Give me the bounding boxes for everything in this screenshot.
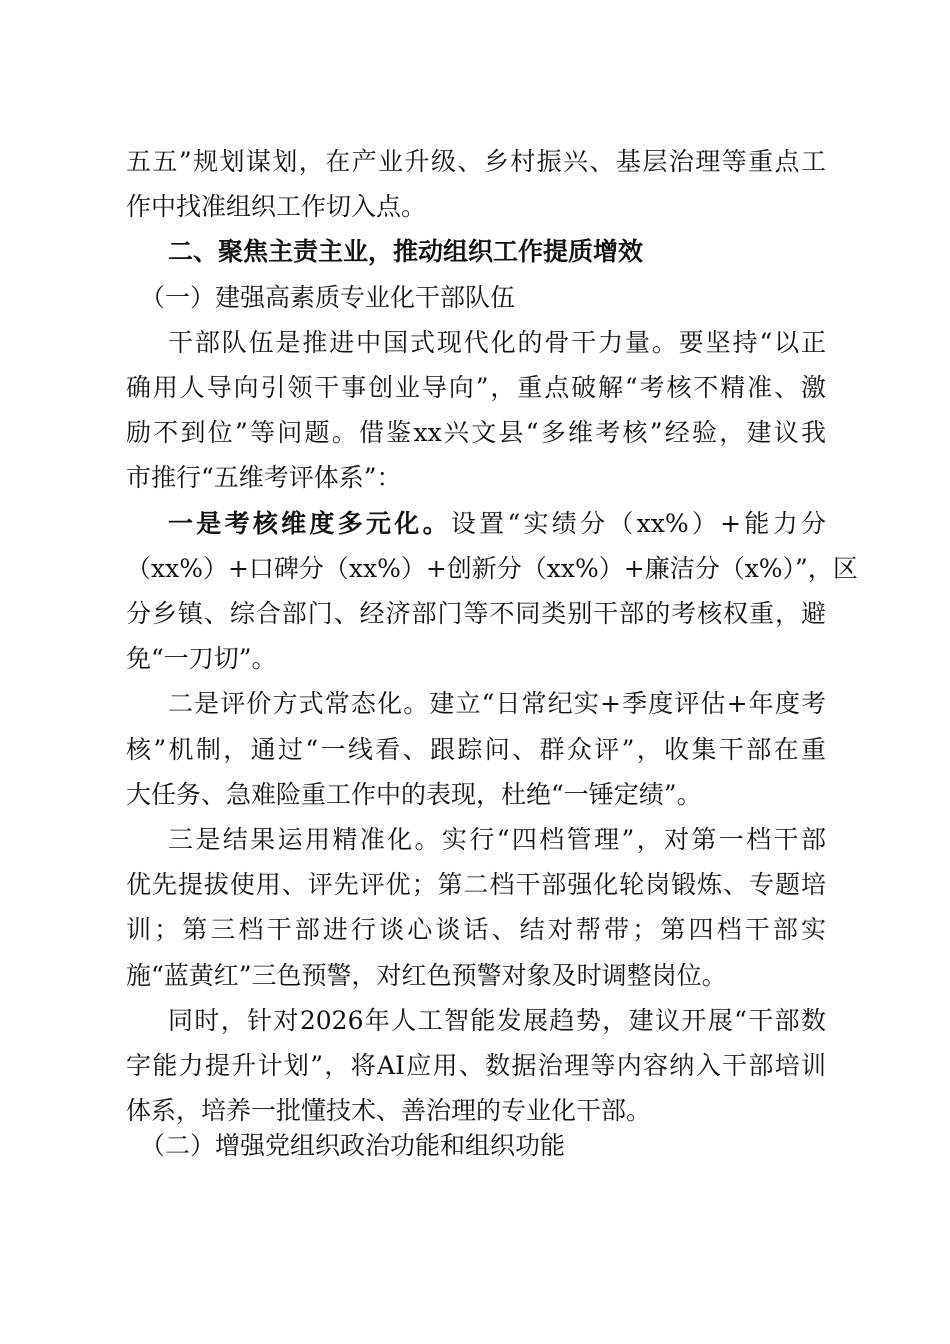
paragraph-line: （xx%）+口碑分（xx%）+创新分（xx%）+廉洁分（x%）”，区 — [126, 554, 858, 583]
paragraph-line: 作中找准组织工作切入点。 — [126, 192, 427, 221]
paragraph-line: 大任务、急难险重工作中的表现，杜绝“一锤定绩”。 — [126, 780, 702, 809]
paragraph-line: 五五”规划谋划，在产业升级、乡村振兴、基层治理等重点工 — [126, 147, 826, 176]
paragraph-line: 励不到位”等问题。借鉴xx兴文县“多维考核”经验，建议我 — [126, 418, 826, 447]
paragraph-line: 优先提拔使用、评先评优；第二档干部强化轮岗锻炼、专题培 — [126, 870, 826, 899]
paragraph-line: 核”机制，通过“一线看、跟踪问、群众评”，收集干部在重 — [126, 735, 826, 764]
paragraph-line: 分乡镇、综合部门、经济部门等不同类别干部的考核权重，避 — [126, 599, 826, 628]
paragraph-line: 市推行“五维考评体系”： — [126, 463, 402, 492]
paragraph-lead: 一是考核维度多元化。 — [168, 509, 451, 538]
paragraph-text: 设置“实绩分（xx%）+能力分 — [450, 509, 826, 538]
subsection-heading: （一）建强高素质专业化干部队伍 — [140, 283, 516, 312]
paragraph-line: 免“一刀切”。 — [126, 644, 277, 673]
paragraph-line: 干部队伍是推进中国式现代化的骨干力量。要坚持“以正 — [168, 328, 826, 357]
paragraph-line: 字能力提升计划”，将AI应用、数据治理等内容纳入干部培训 — [126, 1051, 826, 1080]
paragraph-line: 体系，培养一批懂技术、善治理的专业化干部。 — [126, 1096, 652, 1125]
paragraph-line: 三是结果运用精准化。实行“四档管理”，对第一档干部 — [168, 825, 826, 854]
paragraph-line: 确用人导向引领干事创业导向”，重点破解“考核不精准、激 — [126, 373, 826, 402]
paragraph-line — [168, 504, 826, 544]
paragraph-line: 二是评价方式常态化。建立“日常纪实+季度评估+年度考 — [168, 689, 826, 718]
paragraph-line: 施“蓝黄红”三色预警，对红色预警对象及时调整岗位。 — [126, 961, 727, 990]
section-heading: 二、聚焦主责主业，推动组织工作提质增效 — [168, 237, 644, 266]
paragraph-line: 训；第三档干部进行谈心谈话、结对帮带；第四档干部实 — [126, 915, 826, 944]
paragraph-line: 同时，针对2026年人工智能发展趋势，建议开展“干部数 — [168, 1006, 826, 1035]
subsection-heading: （二）增强党组织政治功能和组织功能 — [140, 1131, 566, 1160]
